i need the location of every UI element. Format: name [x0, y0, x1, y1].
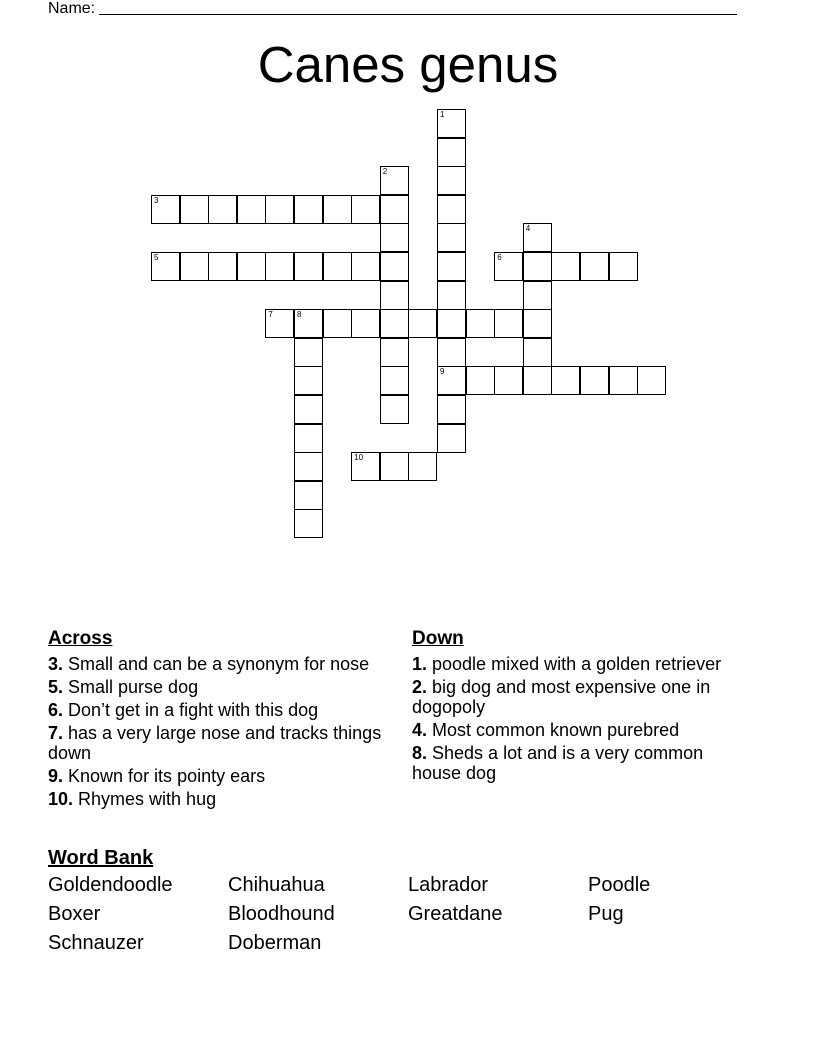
grid-cell[interactable] [208, 195, 237, 224]
grid-cell[interactable] [294, 452, 323, 481]
grid-cell[interactable] [380, 452, 409, 481]
grid-cell[interactable] [294, 481, 323, 510]
grid-cell[interactable] [580, 252, 609, 281]
word-bank-item: Goldendoodle [48, 874, 173, 896]
grid-cell[interactable] [437, 424, 466, 453]
grid-cell[interactable] [294, 424, 323, 453]
clue-text: Known for its pointy ears [63, 766, 266, 786]
grid-cell[interactable] [351, 195, 380, 224]
word-bank-item: Bloodhound [228, 903, 335, 925]
grid-cell[interactable] [265, 309, 294, 338]
word-bank-item: Doberman [228, 932, 322, 954]
grid-cell[interactable] [437, 138, 466, 167]
word-bank [48, 874, 768, 955]
clue-number: 7. [48, 723, 64, 743]
across-clues [48, 628, 383, 812]
grid-cell[interactable] [494, 366, 523, 395]
grid-cell[interactable] [380, 166, 409, 195]
grid-cell[interactable] [437, 395, 466, 424]
grid-cell[interactable] [294, 309, 323, 338]
clue-text: poodle mixed with a golden retriever [427, 654, 722, 674]
grid-cell[interactable] [294, 195, 323, 224]
grid-cell[interactable] [151, 195, 180, 224]
grid-cell[interactable] [380, 281, 409, 310]
clue-number: 3. [48, 654, 64, 674]
clue-number: 9 [440, 367, 445, 377]
clue-number: 3 [154, 195, 159, 205]
grid-cell[interactable] [380, 366, 409, 395]
grid-cell[interactable] [380, 252, 409, 281]
grid-cell[interactable] [523, 252, 552, 281]
grid-cell[interactable] [437, 366, 466, 395]
clue-item [48, 789, 383, 809]
clue-text: Small and can be a synonym for nose [63, 654, 370, 674]
grid-cell[interactable] [494, 252, 523, 281]
clue-text: Most common known purebred [427, 720, 680, 740]
clue-number: 5. [48, 677, 64, 697]
page-title: Canes genus [257, 36, 559, 93]
word-bank-item: Schnauzer [48, 932, 144, 954]
clue-number: 8 [297, 310, 302, 320]
clue-item [48, 766, 383, 786]
grid-cell[interactable] [437, 166, 466, 195]
grid-cell[interactable] [323, 195, 352, 224]
clue-text: has a very large nose and tracks things down [48, 723, 382, 763]
clue-number: 2. [412, 677, 428, 697]
grid-cell[interactable] [380, 195, 409, 224]
grid-cell[interactable] [437, 109, 466, 138]
grid-cell[interactable] [494, 309, 523, 338]
grid-cell[interactable] [466, 366, 495, 395]
grid-cell[interactable] [551, 252, 580, 281]
word-bank-heading: Word Bank [48, 847, 154, 869]
clue-number: 7 [268, 310, 273, 320]
grid-cell[interactable] [151, 252, 180, 281]
grid-cell[interactable] [265, 195, 294, 224]
grid-cell[interactable] [437, 252, 466, 281]
grid-cell[interactable] [437, 195, 466, 224]
clue-number: 6. [48, 700, 64, 720]
grid-cell[interactable] [351, 452, 380, 481]
clue-text: Don’t get in a fight with this dog [63, 700, 319, 720]
grid-cell[interactable] [580, 366, 609, 395]
grid-cell[interactable] [351, 309, 380, 338]
clue-text: big dog and most expensive one in dogopoly [412, 677, 711, 717]
clue-number: 1. [412, 654, 428, 674]
grid-cell[interactable] [380, 395, 409, 424]
clue-item [412, 677, 752, 717]
grid-cell[interactable] [523, 223, 552, 252]
down-clues [412, 628, 752, 786]
clue-item [412, 743, 752, 783]
clue-text: Rhymes with hug [73, 789, 217, 809]
grid-cell[interactable] [637, 366, 666, 395]
down-clue-list [412, 654, 752, 783]
clue-number: 6 [497, 253, 502, 262]
grid-cell[interactable] [180, 195, 209, 224]
grid-cell[interactable] [408, 452, 437, 481]
grid-cell[interactable] [523, 366, 552, 395]
grid-cell[interactable] [437, 223, 466, 252]
clue-number: 9. [48, 766, 64, 786]
clue-item [412, 654, 752, 674]
clue-number: 5 [154, 253, 159, 262]
word-bank-item: Greatdane [408, 903, 503, 925]
across-clue-list [48, 654, 383, 809]
clue-number: 1 [440, 110, 445, 119]
grid-cell[interactable] [237, 195, 266, 224]
grid-cell[interactable] [408, 309, 437, 338]
grid-cell[interactable] [323, 309, 352, 338]
clue-number: 8. [412, 743, 428, 763]
grid-cell[interactable] [237, 252, 266, 281]
grid-cell[interactable] [523, 281, 552, 310]
grid-cell[interactable] [437, 338, 466, 367]
grid-cell[interactable] [380, 223, 409, 252]
grid-cell[interactable] [609, 366, 638, 395]
word-bank-item: Pug [588, 903, 624, 925]
grid-cell[interactable] [551, 366, 580, 395]
grid-cell[interactable] [208, 252, 237, 281]
grid-cell[interactable] [294, 395, 323, 424]
word-bank-item: Labrador [408, 874, 489, 896]
word-bank-item: Poodle [588, 874, 651, 896]
clue-number: 2 [382, 167, 388, 177]
grid-cell[interactable] [294, 338, 323, 367]
grid-cell[interactable] [323, 252, 352, 281]
clue-item [48, 723, 383, 763]
grid-cell[interactable] [294, 366, 323, 395]
grid-cell[interactable] [380, 309, 409, 338]
grid-cell[interactable] [180, 252, 209, 281]
grid-cell[interactable] [523, 309, 552, 338]
word-bank-item: Boxer [48, 903, 101, 925]
name-label: Name: [48, 0, 96, 17]
down-heading: Down [412, 628, 464, 649]
grid-cell[interactable] [294, 252, 323, 281]
clue-item [48, 654, 383, 674]
grid-cell[interactable] [466, 309, 495, 338]
across-heading: Across [48, 628, 113, 649]
grid-cell[interactable] [265, 252, 294, 281]
clue-text: Sheds a lot and is a very common house dog [412, 743, 704, 783]
clue-text: Small purse dog [63, 677, 199, 697]
clue-number: 4. [412, 720, 428, 740]
grid-cell[interactable] [523, 338, 552, 367]
clue-item [48, 677, 383, 697]
grid-cell[interactable] [437, 309, 466, 338]
clue-number: 10 [354, 453, 364, 463]
clue-number: 10. [48, 789, 74, 809]
grid-cell[interactable] [380, 338, 409, 367]
grid-cell[interactable] [294, 509, 323, 538]
grid-cell[interactable] [437, 281, 466, 310]
grid-cell[interactable] [609, 252, 638, 281]
word-bank-item: Chihuahua [228, 874, 325, 896]
clue-item [412, 720, 752, 740]
clue-number: 4 [525, 224, 531, 234]
grid-cell[interactable] [351, 252, 380, 281]
clue-item [48, 700, 383, 720]
